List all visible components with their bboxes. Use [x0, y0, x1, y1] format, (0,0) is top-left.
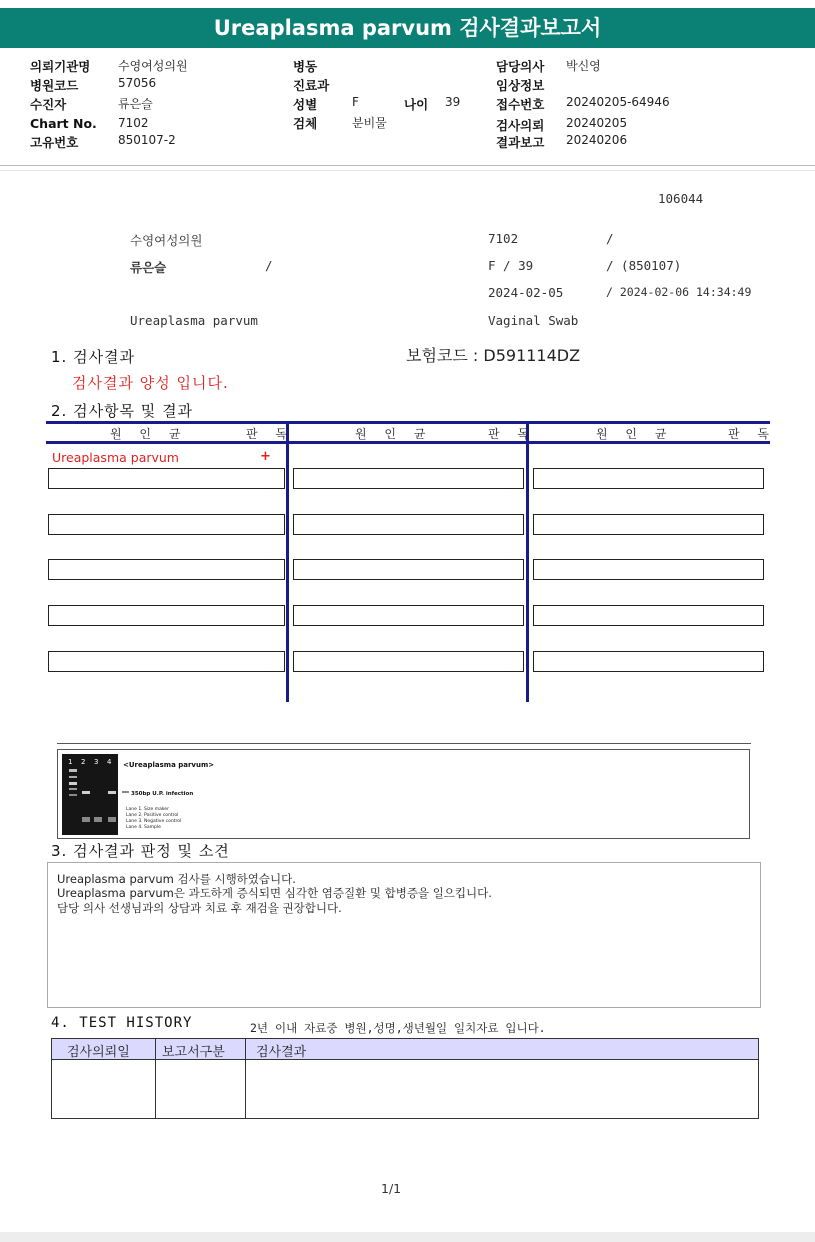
- lane-number: 4: [107, 758, 112, 766]
- label-sex: 성별: [293, 97, 318, 112]
- section2-heading: 2. 검사항목 및 결과: [51, 402, 194, 420]
- history-col-divider: [245, 1039, 246, 1118]
- patient-report-time: / 2024-02-06 14:34:49: [606, 285, 752, 299]
- gel-image: [62, 754, 215, 838]
- col1-organism-header: 원 인 균: [110, 427, 188, 441]
- result-cell: [293, 651, 524, 672]
- opinion-box: [47, 862, 761, 1008]
- label-institution: 의뢰기관명: [30, 59, 91, 74]
- gel-top-line: [57, 743, 751, 744]
- gel-legend-item: Lane 1. Size maker: [126, 807, 169, 812]
- table-top-line: [46, 421, 770, 424]
- gel-title: <Ureaplasma parvum>: [123, 761, 215, 769]
- col3-organism-header: 원 인 균: [596, 427, 674, 441]
- patient-slash-2: /: [265, 258, 273, 273]
- section1-heading: 1. 검사결과: [51, 348, 136, 366]
- label-request-date: 검사의뢰: [496, 118, 545, 133]
- label-age: 나이: [404, 97, 429, 112]
- value-reception-no: 20240205-64946: [566, 95, 670, 109]
- header-divider-shadow: [0, 170, 815, 171]
- result-cell: [533, 559, 764, 580]
- result-cell: [293, 468, 524, 489]
- result-cell: [48, 605, 285, 626]
- value-sex: F: [352, 95, 359, 109]
- label-ward: 병동: [293, 59, 318, 74]
- result-summary: 검사결과 양성 입니다.: [72, 374, 229, 392]
- gel-image-box: [57, 749, 750, 839]
- opinion-line: 담당 의사 선생님과의 상담과 치료 후 재검을 권장합니다.: [57, 901, 342, 915]
- value-institution: 수영여성의원: [118, 59, 188, 73]
- label-report-date: 결과보고: [496, 135, 545, 150]
- footer-bar: [0, 1232, 815, 1242]
- section3-heading: 3. 검사결과 판정 및 소견: [51, 842, 230, 860]
- insurance-code: 보험코드 : D591114DZ: [406, 346, 581, 365]
- result-cell: [48, 514, 285, 535]
- patient-code: 106044: [658, 191, 704, 206]
- history-col-divider: [155, 1039, 156, 1118]
- result-cell: [48, 651, 285, 672]
- value-request-date: 20240205: [566, 116, 628, 130]
- label-department: 진료과: [293, 78, 330, 93]
- table-col-divider-1: [286, 421, 289, 702]
- history-col-result: 검사결과: [256, 1045, 307, 1060]
- col1-judgment-header: 판 독: [246, 427, 294, 441]
- col2-judgment-header: 판 독: [488, 427, 536, 441]
- result-cell: [533, 468, 764, 489]
- col2-organism-header: 원 인 균: [355, 427, 433, 441]
- value-specimen: 분비물: [352, 116, 387, 130]
- gel-legend-item: Lane 2. Positive control: [126, 813, 179, 818]
- history-table: [51, 1038, 759, 1119]
- history-table-header: [52, 1039, 758, 1060]
- patient-date: 2024-02-05: [488, 285, 564, 300]
- result-cell: [293, 605, 524, 626]
- patient-specimen: Vaginal Swab: [488, 313, 579, 328]
- label-hospital-code: 병원코드: [30, 78, 79, 93]
- header-divider: [0, 165, 815, 166]
- value-patient: 류은슬: [118, 97, 153, 111]
- band-label: 350bp U.P. infection: [131, 791, 194, 797]
- gel-legend-item: Lane 3. Negative control: [126, 819, 182, 824]
- col3-judgment-header: 판 독: [728, 427, 776, 441]
- patient-slash-1: /: [606, 231, 614, 246]
- value-unique-no: 850107-2: [118, 133, 176, 147]
- patient-hospital: 수영여성의원: [130, 233, 203, 248]
- opinion-line: Ureaplasma parvum 검사를 시행하였습니다.: [57, 872, 296, 886]
- label-doctor: 담당의사: [496, 59, 545, 74]
- history-col-report-type: 보고서구분: [162, 1045, 225, 1060]
- label-clinical-info: 임상정보: [496, 78, 545, 93]
- patient-name: 류은슬: [130, 260, 167, 275]
- value-doctor: 박신영: [566, 59, 601, 73]
- report-title: Ureaplasma parvum 검사결과보고서: [213, 16, 602, 40]
- result-cell: [533, 605, 764, 626]
- result-cell: [293, 559, 524, 580]
- value-chart-no: 7102: [118, 116, 149, 130]
- result-cell: [533, 651, 764, 672]
- history-note: 2년 이내 자료중 병원,성명,생년월일 일치자료 입니다.: [250, 1021, 546, 1035]
- result-cell: [293, 514, 524, 535]
- value-age: 39: [445, 95, 461, 109]
- label-unique-no: 고유번호: [30, 135, 79, 150]
- lane-number: 2: [81, 758, 86, 766]
- label-patient: 수진자: [30, 97, 67, 112]
- result-cell: [48, 559, 285, 580]
- opinion-line: Ureaplasma parvum은 과도하게 증식되면 심각한 염증질환 및 합병증을 일으킵니다.: [57, 886, 492, 900]
- label-specimen: 검체: [293, 116, 318, 131]
- label-chart-no: Chart No.: [30, 116, 97, 131]
- lane-number: 1: [68, 758, 73, 766]
- section4-heading: 4. TEST HISTORY: [51, 1015, 193, 1031]
- label-reception-no: 접수번호: [496, 97, 545, 112]
- result-organism: Ureaplasma parvum: [52, 450, 179, 465]
- value-hospital-code: 57056: [118, 76, 157, 90]
- history-col-request-date: 검사의뢰일: [67, 1045, 130, 1060]
- patient-sex-age: F / 39: [488, 258, 534, 273]
- patient-chart: 7102: [488, 231, 519, 246]
- value-report-date: 20240206: [566, 133, 628, 147]
- patient-birth: / (850107): [606, 258, 682, 273]
- result-cell: [533, 514, 764, 535]
- gel-legend-item: Lane 4. Sample: [126, 825, 161, 830]
- page-number: 1/1: [381, 1181, 402, 1196]
- table-col-divider-2: [526, 421, 529, 702]
- result-cell: [48, 468, 285, 489]
- lane-number: 3: [94, 758, 99, 766]
- patient-test-name: Ureaplasma parvum: [130, 313, 258, 328]
- result-judgment: +: [260, 449, 271, 464]
